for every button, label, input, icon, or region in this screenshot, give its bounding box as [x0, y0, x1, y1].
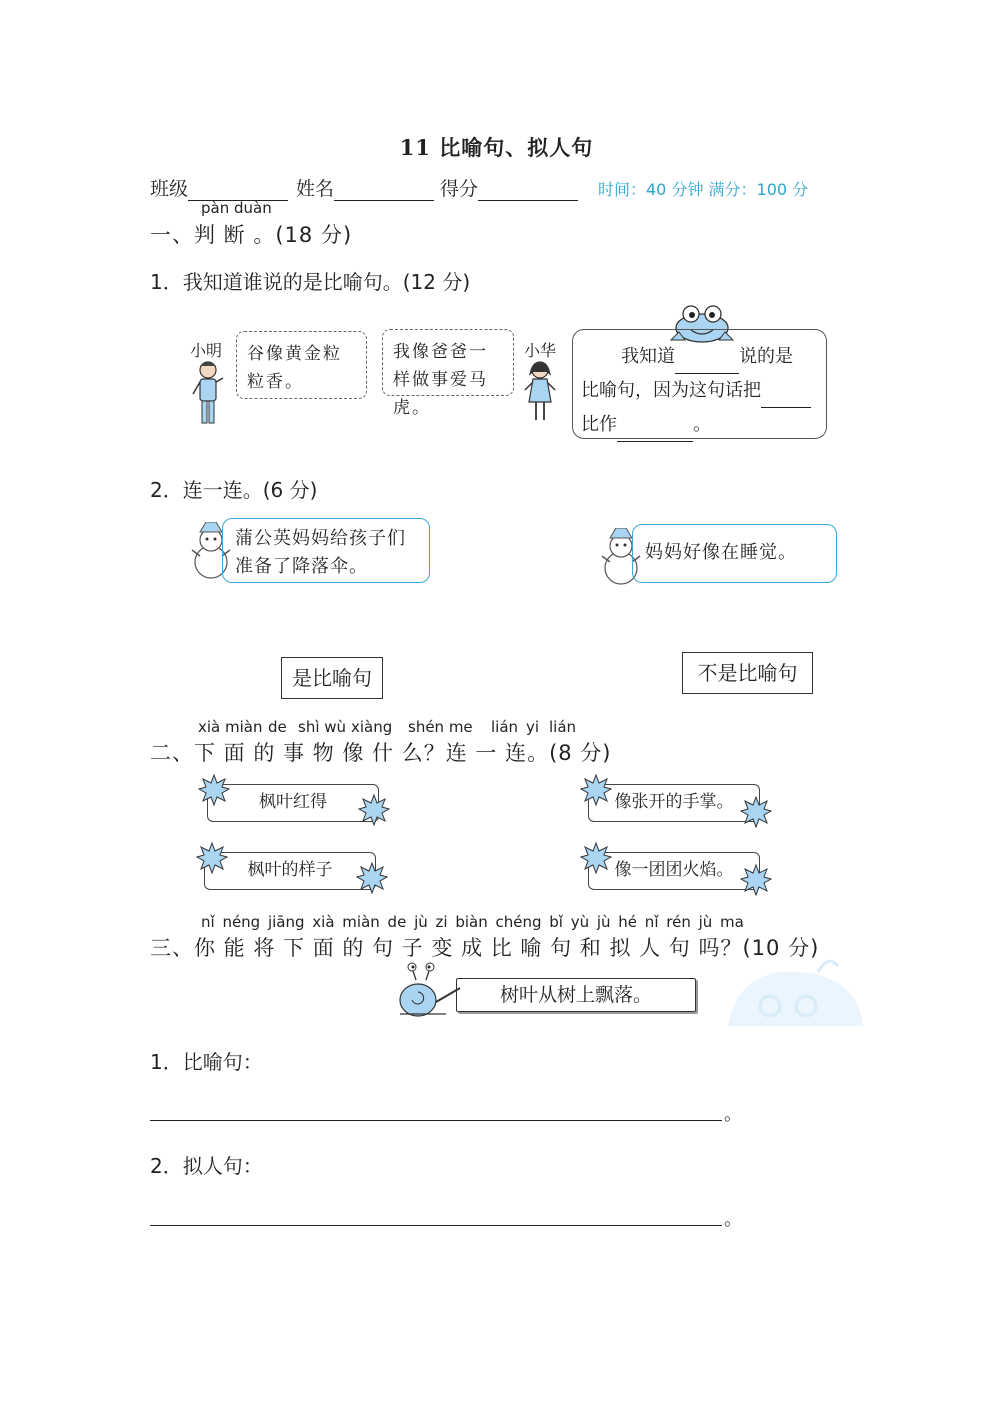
class-blank[interactable] — [188, 180, 288, 201]
section1-pinyin: pàn duàn — [201, 199, 272, 217]
maple-leaf-icon — [196, 842, 228, 874]
section2-heading: 二、下 面 的 事 物 像 什 么？连 一 连。(8 分) — [150, 741, 612, 765]
answer-box — [572, 329, 827, 439]
answer-line1-b: 说的是 — [739, 346, 793, 367]
speech-bubble-xiaohua: 我像爸爸一样做事爱马虎。 — [382, 329, 514, 396]
object-blank[interactable] — [617, 419, 693, 442]
page-title: 11 比喻句、拟人句 — [399, 135, 594, 160]
maple-leaf-icon — [580, 774, 612, 806]
name-label: 姓名 — [296, 178, 335, 200]
answer-end: 。 — [693, 414, 711, 435]
section2-pinyin-8: lián — [549, 718, 577, 736]
cartoon-watermark-icon — [718, 958, 868, 1026]
q2-label: 2．连一连。(6 分) — [150, 478, 318, 502]
maple-leaf-icon — [358, 794, 390, 826]
bubble-dandelion[interactable]: 蒲公英妈妈给孩子们准备了降落伞。 — [222, 518, 430, 583]
section2-pinyin-2: de — [268, 718, 287, 736]
maple-leaf-icon — [356, 862, 388, 894]
subject-blank[interactable] — [761, 385, 811, 408]
box-not-simile[interactable]: 不是比喻句 — [682, 652, 813, 694]
q1-label: 1．我知道谁说的是比喻句。(12 分) — [150, 270, 471, 294]
section2-pinyin-7: yi — [526, 718, 540, 736]
box-is-simile[interactable]: 是比喻句 — [281, 657, 383, 699]
left-item-red[interactable]: 枫叶红得 — [207, 784, 379, 822]
bubble-mom-sleeping[interactable]: 妈妈好像在睡觉。 — [632, 524, 837, 583]
girl-icon — [522, 360, 558, 424]
simile-answer-line[interactable] — [150, 1098, 722, 1121]
section3-heading: 三、你 能 将 下 面 的 句 子 变 成 比 喻 句 和 拟 人 句 吗？(10 分) — [150, 936, 820, 960]
class-field — [150, 174, 288, 201]
section2-pinyin-1: xià miàn — [198, 718, 263, 736]
left-item-shape[interactable]: 枫叶的样子 — [204, 852, 376, 890]
class-label: 班级 — [150, 178, 189, 200]
section2-pinyin-5: shén me — [408, 718, 473, 736]
boy-icon — [190, 360, 226, 426]
answer-line2: 比喻句，因为这句话把 — [581, 380, 761, 401]
speaker-xiaohua: 小华 — [524, 341, 557, 360]
time-info: 时间：40 分钟 满分：100 分 — [598, 180, 809, 199]
q2-personification-label: 2．拟人句： — [150, 1154, 263, 1178]
who-blank[interactable] — [675, 351, 739, 374]
section2-pinyin-3: shì wù — [298, 718, 347, 736]
answer-line3: 比作 — [581, 414, 617, 435]
right-item-palm[interactable]: 像张开的手掌。 — [588, 784, 760, 822]
simile-end-mark: 。 — [724, 1104, 742, 1125]
source-sentence: 树叶从树上飘落。 — [456, 978, 696, 1012]
maple-leaf-icon — [580, 842, 612, 874]
maple-leaf-icon — [198, 774, 230, 806]
score-label: 得分 — [440, 178, 479, 200]
speech-bubble-xiaoming: 谷像黄金粒粒香。 — [236, 331, 367, 399]
section3-pinyin: nǐ néng jiāng xià miàn de jù zi biàn chéng bǐ yù jù hé nǐ rén jù ma — [201, 913, 744, 931]
personification-answer-line[interactable] — [150, 1203, 722, 1226]
right-item-flame[interactable]: 像一团团火焰。 — [588, 852, 760, 890]
speaker-xiaoming: 小明 — [190, 341, 223, 360]
name-field — [296, 174, 434, 201]
q1-simile-label: 1．比喻句： — [150, 1050, 263, 1074]
maple-leaf-icon — [740, 864, 772, 896]
answer-line1-a: 我知道 — [621, 346, 675, 367]
score-blank[interactable] — [478, 180, 578, 201]
section2-pinyin-4: xiàng — [351, 718, 393, 736]
score-field — [440, 174, 578, 201]
section2-pinyin-6: lián — [491, 718, 519, 736]
personification-end-mark: 。 — [724, 1209, 742, 1230]
maple-leaf-icon — [740, 796, 772, 828]
section1-heading: 一、判 断 。(18 分) — [150, 223, 353, 247]
name-blank[interactable] — [334, 180, 434, 201]
